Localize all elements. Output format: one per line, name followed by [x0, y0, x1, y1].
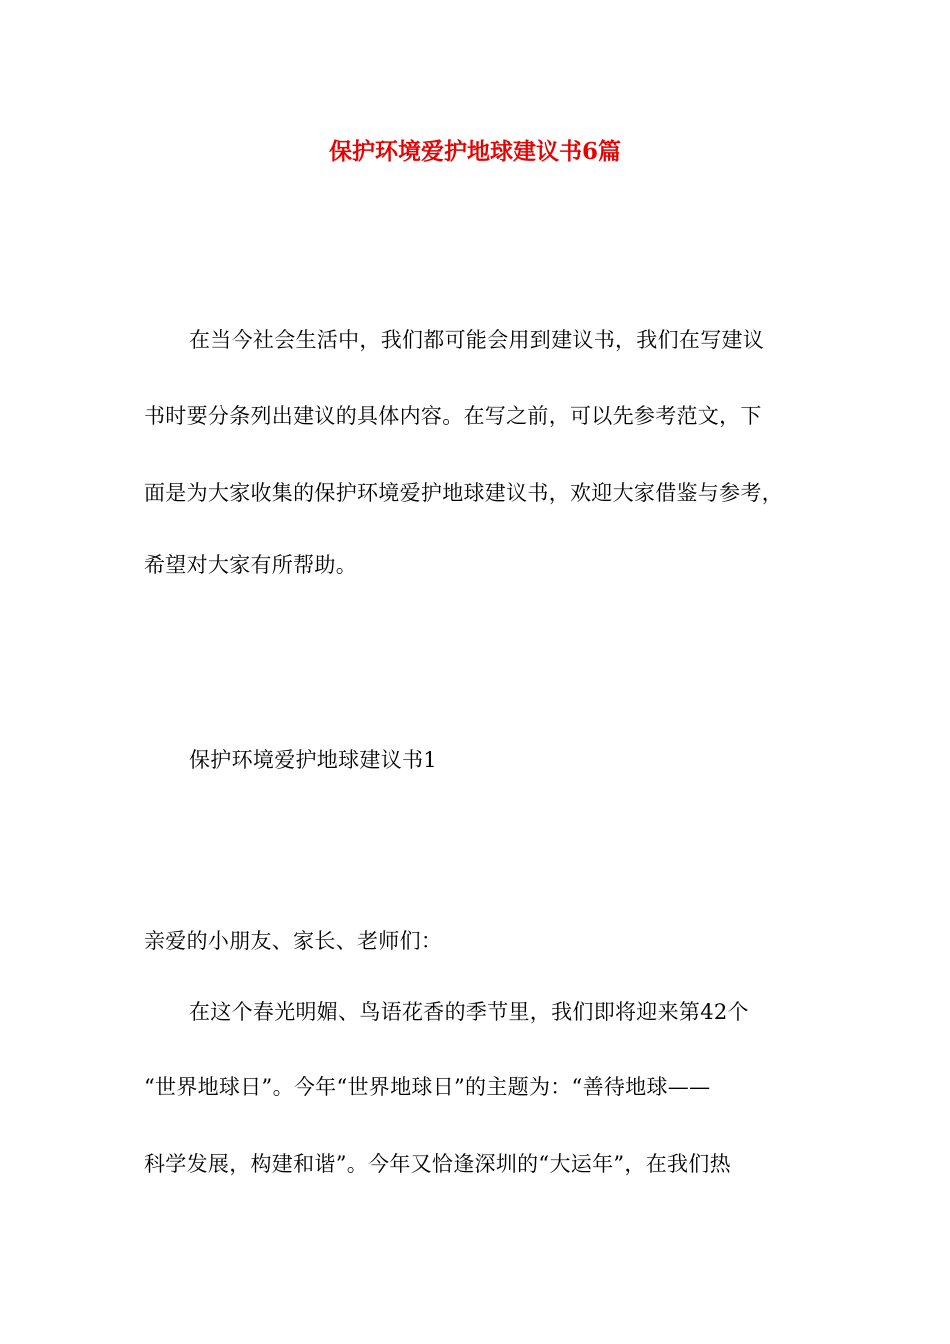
intro-line-3: 面是为大家收集的保护环境爱护地球建议书，欢迎大家借鉴与参考， — [144, 481, 783, 505]
document-title: 保护环境爱护地球建议书6篇 — [328, 138, 621, 165]
body-line-1: 在这个春光明媚、鸟语花香的季节里，我们即将迎来第42个 — [189, 1000, 749, 1024]
intro-line-4: 希望对大家有所帮助。 — [144, 553, 357, 577]
intro-line-2: 书时要分条列出建议的具体内容。在写之前，可以先参考范文，下 — [144, 404, 762, 428]
section-heading: 保护环境爱护地球建议书1 — [189, 748, 437, 772]
intro-line-1: 在当今社会生活中，我们都可能会用到建议书，我们在写建议 — [189, 328, 765, 352]
body-line-3: 科学发展，构建和谐”。今年又恰逢深圳的“大运年”，在我们热 — [144, 1152, 731, 1176]
body-line-2: “世界地球日”。今年“世界地球日”的主题为：“善待地球—— — [144, 1075, 711, 1099]
salutation: 亲爱的小朋友、家长、老师们： — [144, 929, 443, 953]
